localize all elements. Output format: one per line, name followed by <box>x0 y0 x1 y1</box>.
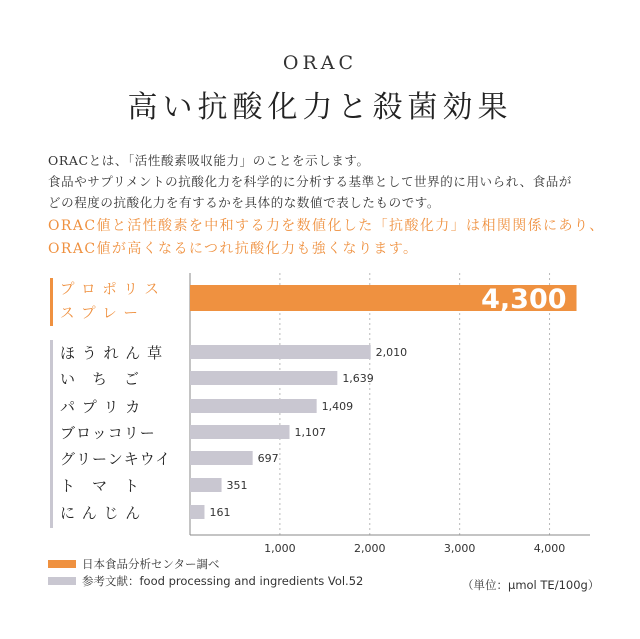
value-label: 351 <box>226 479 248 492</box>
value-label: 697 <box>257 452 279 465</box>
value-label: 1,639 <box>342 372 374 385</box>
x-tick-label: 1,000 <box>264 542 296 555</box>
label-accent <box>50 340 53 528</box>
value-label: 1,409 <box>321 400 354 413</box>
category-label: ス プ レ ー <box>60 306 139 322</box>
legend-swatch-1 <box>48 577 76 585</box>
category-label: に ん じ ん <box>60 504 142 522</box>
category-label: ブロッコリー <box>60 424 156 442</box>
x-tick-label: 4,000 <box>533 542 566 555</box>
bar-7 <box>190 505 204 519</box>
bar-4 <box>190 425 290 439</box>
description-line-3: どの程度の抗酸化力を有するかを具体的な数値で表したものです。 <box>48 195 441 210</box>
bar-6 <box>190 478 222 492</box>
x-tick-label: 2,000 <box>354 542 386 555</box>
title-en: ORAC <box>282 52 358 74</box>
category-label: い ち ご <box>60 370 141 388</box>
unit-label: （単位：μmol TE/100g） <box>462 578 600 592</box>
x-tick-label: 3,000 <box>443 542 476 555</box>
highlight-line-1: ORAC値と活性酸素を中和する力を数値化した「抗酸化力」は相関関係にあり、 <box>48 218 605 234</box>
description-line-2: 食品やサプリメントの抗酸化力を科学的に分析する基準として世界的に用いられ、食品が <box>48 174 573 189</box>
title-jp: 高い抗酸化力と殺菌効果 <box>127 90 513 125</box>
description-line-1: ORACとは、「活性酸素吸収能力」のことを示します。 <box>48 153 370 168</box>
legend-label-0: 日本食品分析センター調べ <box>82 557 220 571</box>
category-label: グリーンキウイ <box>60 450 172 468</box>
bar-1 <box>190 345 371 359</box>
value-label: 161 <box>209 506 231 519</box>
category-label: プ ロ ポ リ ス <box>60 282 160 298</box>
legend-swatch-0 <box>48 560 76 568</box>
value-label: 4,300 <box>481 284 567 315</box>
bar-3 <box>190 399 317 413</box>
highlight-label-accent <box>50 278 53 326</box>
category-label: ト マ ト <box>60 477 141 495</box>
value-label: 2,010 <box>375 346 408 359</box>
category-label: パ プ リ カ <box>60 398 142 416</box>
legend-label-1: 参考文献：food processing and ingredients Vol.52 <box>82 574 364 588</box>
value-label: 1,107 <box>294 426 327 439</box>
bar-2 <box>190 371 337 385</box>
category-label: ほ う れ ん 草 <box>60 344 164 362</box>
highlight-line-2: ORAC値が高くなるにつれ抗酸化力も強くなります。 <box>48 241 419 257</box>
bar-5 <box>190 451 253 465</box>
